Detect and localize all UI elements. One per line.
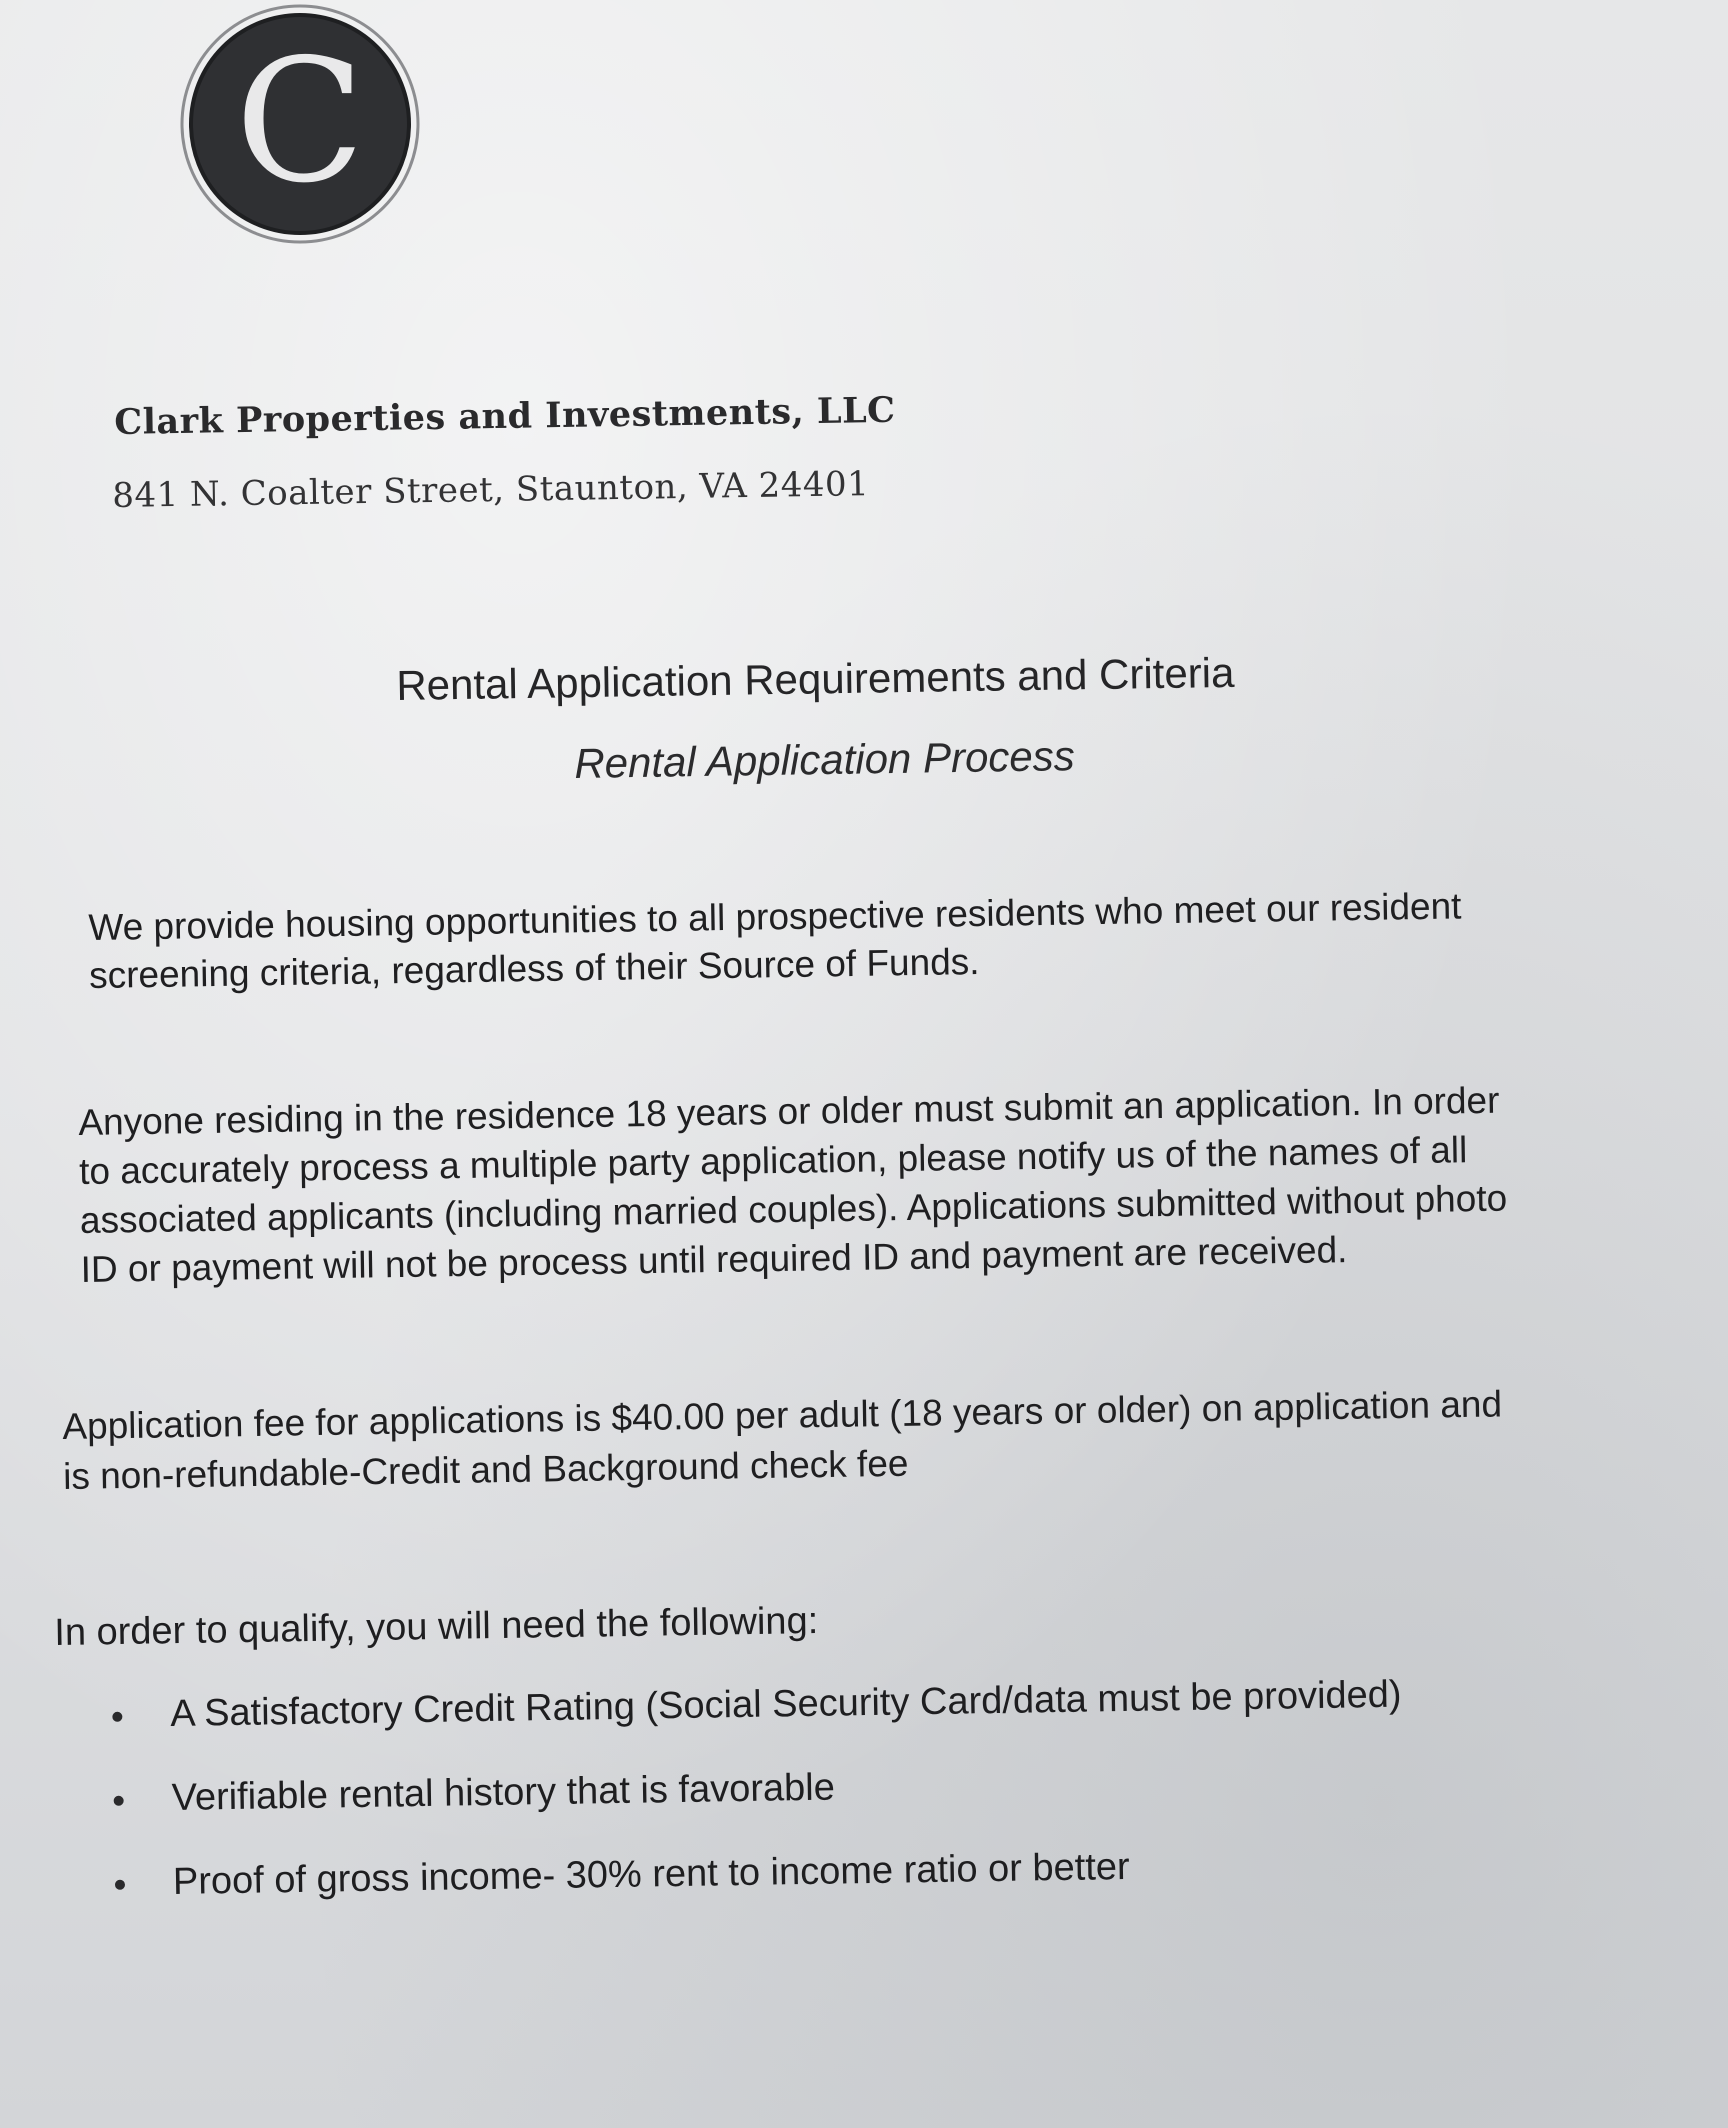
document-subtitle: Rental Application Process [574,732,1076,787]
bullet-icon [114,1796,124,1806]
bullet-icon [112,1712,122,1722]
logo-letter: C [234,23,366,221]
paragraph-application-rules [78,1076,1508,1294]
list-item [104,1673,1402,1778]
paragraph-line: is non-refundable-Credit and Background check fee [62,1442,909,1497]
paragraph-line: to accurately process a multiple party application, please notify us of the names of all [78,1129,1468,1192]
paragraph-line: Application fee for applications is $40.00 per adult (18 years or older) on application and [62,1383,1503,1447]
company-name: Clark Properties and Investments, LLC [114,389,896,443]
paragraph-line: ID or payment will not be process until required ID and payment are received. [80,1229,1348,1290]
document-title: Rental Application Requirements and Criteria [396,648,1235,709]
requirement-text: A Satisfactory Credit Rating (Social Security Card/data must be provided) [169,1673,1402,1735]
paragraph-line: screening criteria, regardless of their Source of Funds. [88,941,980,996]
bullet-icon [115,1880,125,1890]
requirement-text: Proof of gross income- 30% rent to income ratio or better [172,1845,1130,1903]
company-address: 841 N. Coalter Street, Staunton, VA 24401 [112,464,870,516]
list-item [107,1845,1130,1946]
qualify-intro: In order to qualify, you will need the following: [54,1600,819,1654]
list-item [105,1766,836,1862]
paragraph-application-fee [62,1379,1503,1502]
paragraph-housing-opportunities [88,882,1463,1000]
paragraph-line: We provide housing opportunities to all prospective residents who meet our resident [88,885,1462,948]
company-logo [160,0,440,255]
requirement-text: Verifiable rental history that is favorable [171,1766,836,1819]
paragraph-line: associated applicants (including married couples). Applications submitted without photo [79,1177,1508,1241]
paragraph-line: Anyone residing in the residence 18 years or older must submit an application. In order [78,1079,1500,1143]
requirements-list [104,1673,1402,1946]
